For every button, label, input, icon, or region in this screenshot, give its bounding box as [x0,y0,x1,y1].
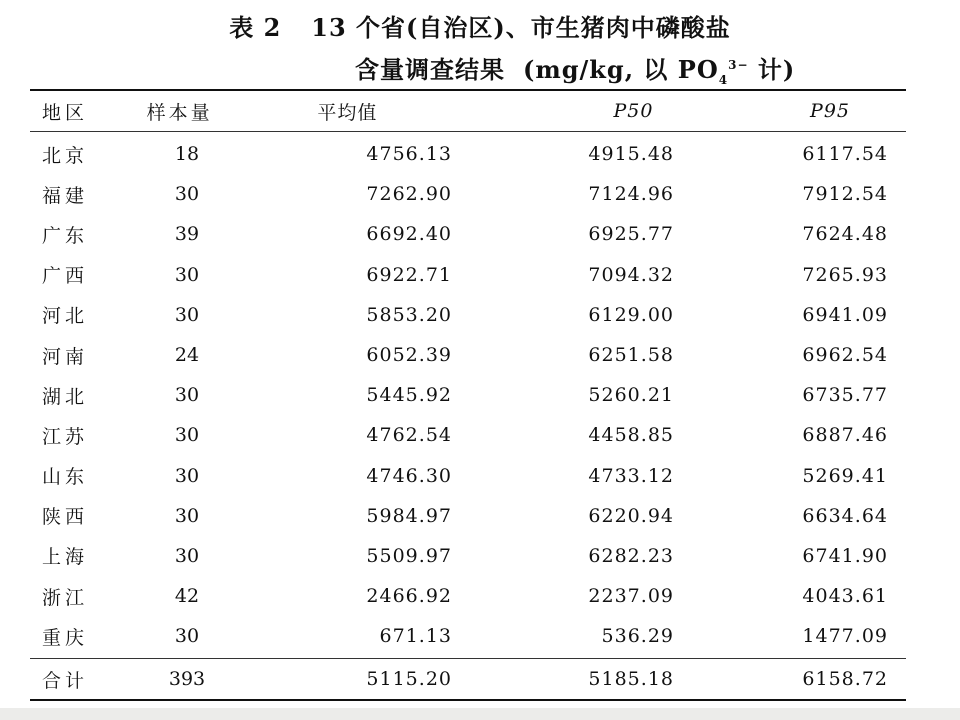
table-body [30,132,906,658]
cell-p95: 5269.41 [802,464,888,487]
table-row [30,536,906,576]
cell-p50: 5260.21 [588,384,674,407]
cell-region: 浙江 [42,586,89,609]
table-row [30,295,906,335]
cell-p50: 4733.12 [588,464,674,487]
cell-region: 河南 [42,345,89,368]
cell-sample-size: 30 [174,504,200,527]
total-mean: 5115.20 [366,668,452,691]
unit-superscript: 3− [728,58,749,72]
header-region: 地区 [42,101,89,124]
cell-mean: 7262.90 [366,183,452,206]
cell-mean: 5445.92 [366,384,452,407]
table-title-line1 [0,8,960,43]
cell-sample-size: 42 [174,585,200,608]
cell-sample-size: 30 [174,424,200,447]
cell-p50: 2237.09 [588,585,674,608]
cell-mean: 5984.97 [366,504,452,527]
cell-mean: 6692.40 [366,223,452,246]
header-mean: 平均值 [317,101,378,124]
table-row [30,335,906,375]
cell-sample-size: 24 [174,344,200,367]
cell-p50: 6129.00 [588,303,674,326]
header-p95: P95 [810,100,851,122]
table-row [30,456,906,496]
page-bottom-band [0,708,960,720]
cell-p50: 6925.77 [588,223,674,246]
cell-sample-size: 30 [174,464,200,487]
cell-mean: 671.13 [379,625,452,648]
unit-open: (mg/kg, 以 PO [523,55,719,84]
total-label: 合计 [42,669,89,692]
cell-p50: 4458.85 [588,424,674,447]
cell-p95: 7624.48 [802,223,888,246]
table-row [30,375,906,415]
cell-mean: 4762.54 [366,424,452,447]
data-table [30,89,906,701]
cell-p50: 7124.96 [588,183,674,206]
cell-sample-size: 30 [174,625,200,648]
cell-region: 上海 [42,546,89,569]
cell-p50: 6220.94 [588,504,674,527]
cell-region: 河北 [42,305,89,328]
unit-note [523,55,796,87]
cell-mean: 6922.71 [366,263,452,286]
cell-p50: 4915.48 [588,143,674,166]
cell-region: 江苏 [42,425,89,448]
cell-sample-size: 30 [174,183,200,206]
table-total-row [30,659,906,699]
cell-sample-size: 39 [174,223,200,246]
table-number: 表 2 [229,13,282,42]
cell-p95: 6735.77 [802,384,888,407]
table-row [30,616,906,656]
cell-sample-size: 18 [174,143,200,166]
cell-p50: 536.29 [601,625,674,648]
cell-p95: 6117.54 [802,143,888,166]
cell-p95: 6634.64 [802,504,888,527]
cell-region: 北京 [42,144,89,167]
table-row [30,214,906,254]
bottom-rule [30,699,906,701]
cell-p95: 4043.61 [802,585,888,608]
total-p95: 6158.72 [802,668,888,691]
unit-subscript: 4 [718,72,729,87]
header-p50: P50 [613,100,654,122]
cell-region: 广东 [42,224,89,247]
table-row [30,576,906,616]
cell-p95: 1477.09 [802,625,888,648]
cell-p95: 6741.90 [802,544,888,567]
cell-p95: 6887.46 [802,424,888,447]
cell-p50: 7094.32 [588,263,674,286]
table-row [30,496,906,536]
unit-close: 计) [748,55,796,84]
cell-p50: 6251.58 [588,344,674,367]
total-p50: 5185.18 [588,668,674,691]
header-sample-size: 样本量 [146,101,213,124]
table-title-text: 13 个省(自治区)、市生猪肉中磷酸盐 [311,13,731,42]
total-sample-size: 393 [168,668,206,691]
table-row [30,174,906,214]
cell-region: 重庆 [42,626,89,649]
cell-region: 陕西 [42,506,89,529]
cell-sample-size: 30 [174,384,200,407]
table-row [30,415,906,455]
cell-sample-size: 30 [174,544,200,567]
table-row [30,255,906,295]
table-title-line2 [355,50,795,87]
cell-mean: 2466.92 [366,585,452,608]
cell-region: 山东 [42,466,89,489]
table-header-row [30,91,906,131]
cell-p95: 7265.93 [802,263,888,286]
cell-sample-size: 30 [174,263,200,286]
table-row [30,134,906,174]
cell-p95: 6941.09 [802,303,888,326]
table-subtitle-text: 含量调查结果 [355,55,505,84]
cell-region: 湖北 [42,385,89,408]
cell-mean: 5509.97 [366,544,452,567]
cell-mean: 4756.13 [366,143,452,166]
cell-p50: 6282.23 [588,544,674,567]
cell-p95: 7912.54 [802,183,888,206]
cell-sample-size: 30 [174,303,200,326]
cell-mean: 6052.39 [366,344,452,367]
cell-region: 福建 [42,184,89,207]
cell-mean: 4746.30 [366,464,452,487]
cell-p95: 6962.54 [802,344,888,367]
cell-mean: 5853.20 [366,303,452,326]
cell-region: 广西 [42,265,89,288]
